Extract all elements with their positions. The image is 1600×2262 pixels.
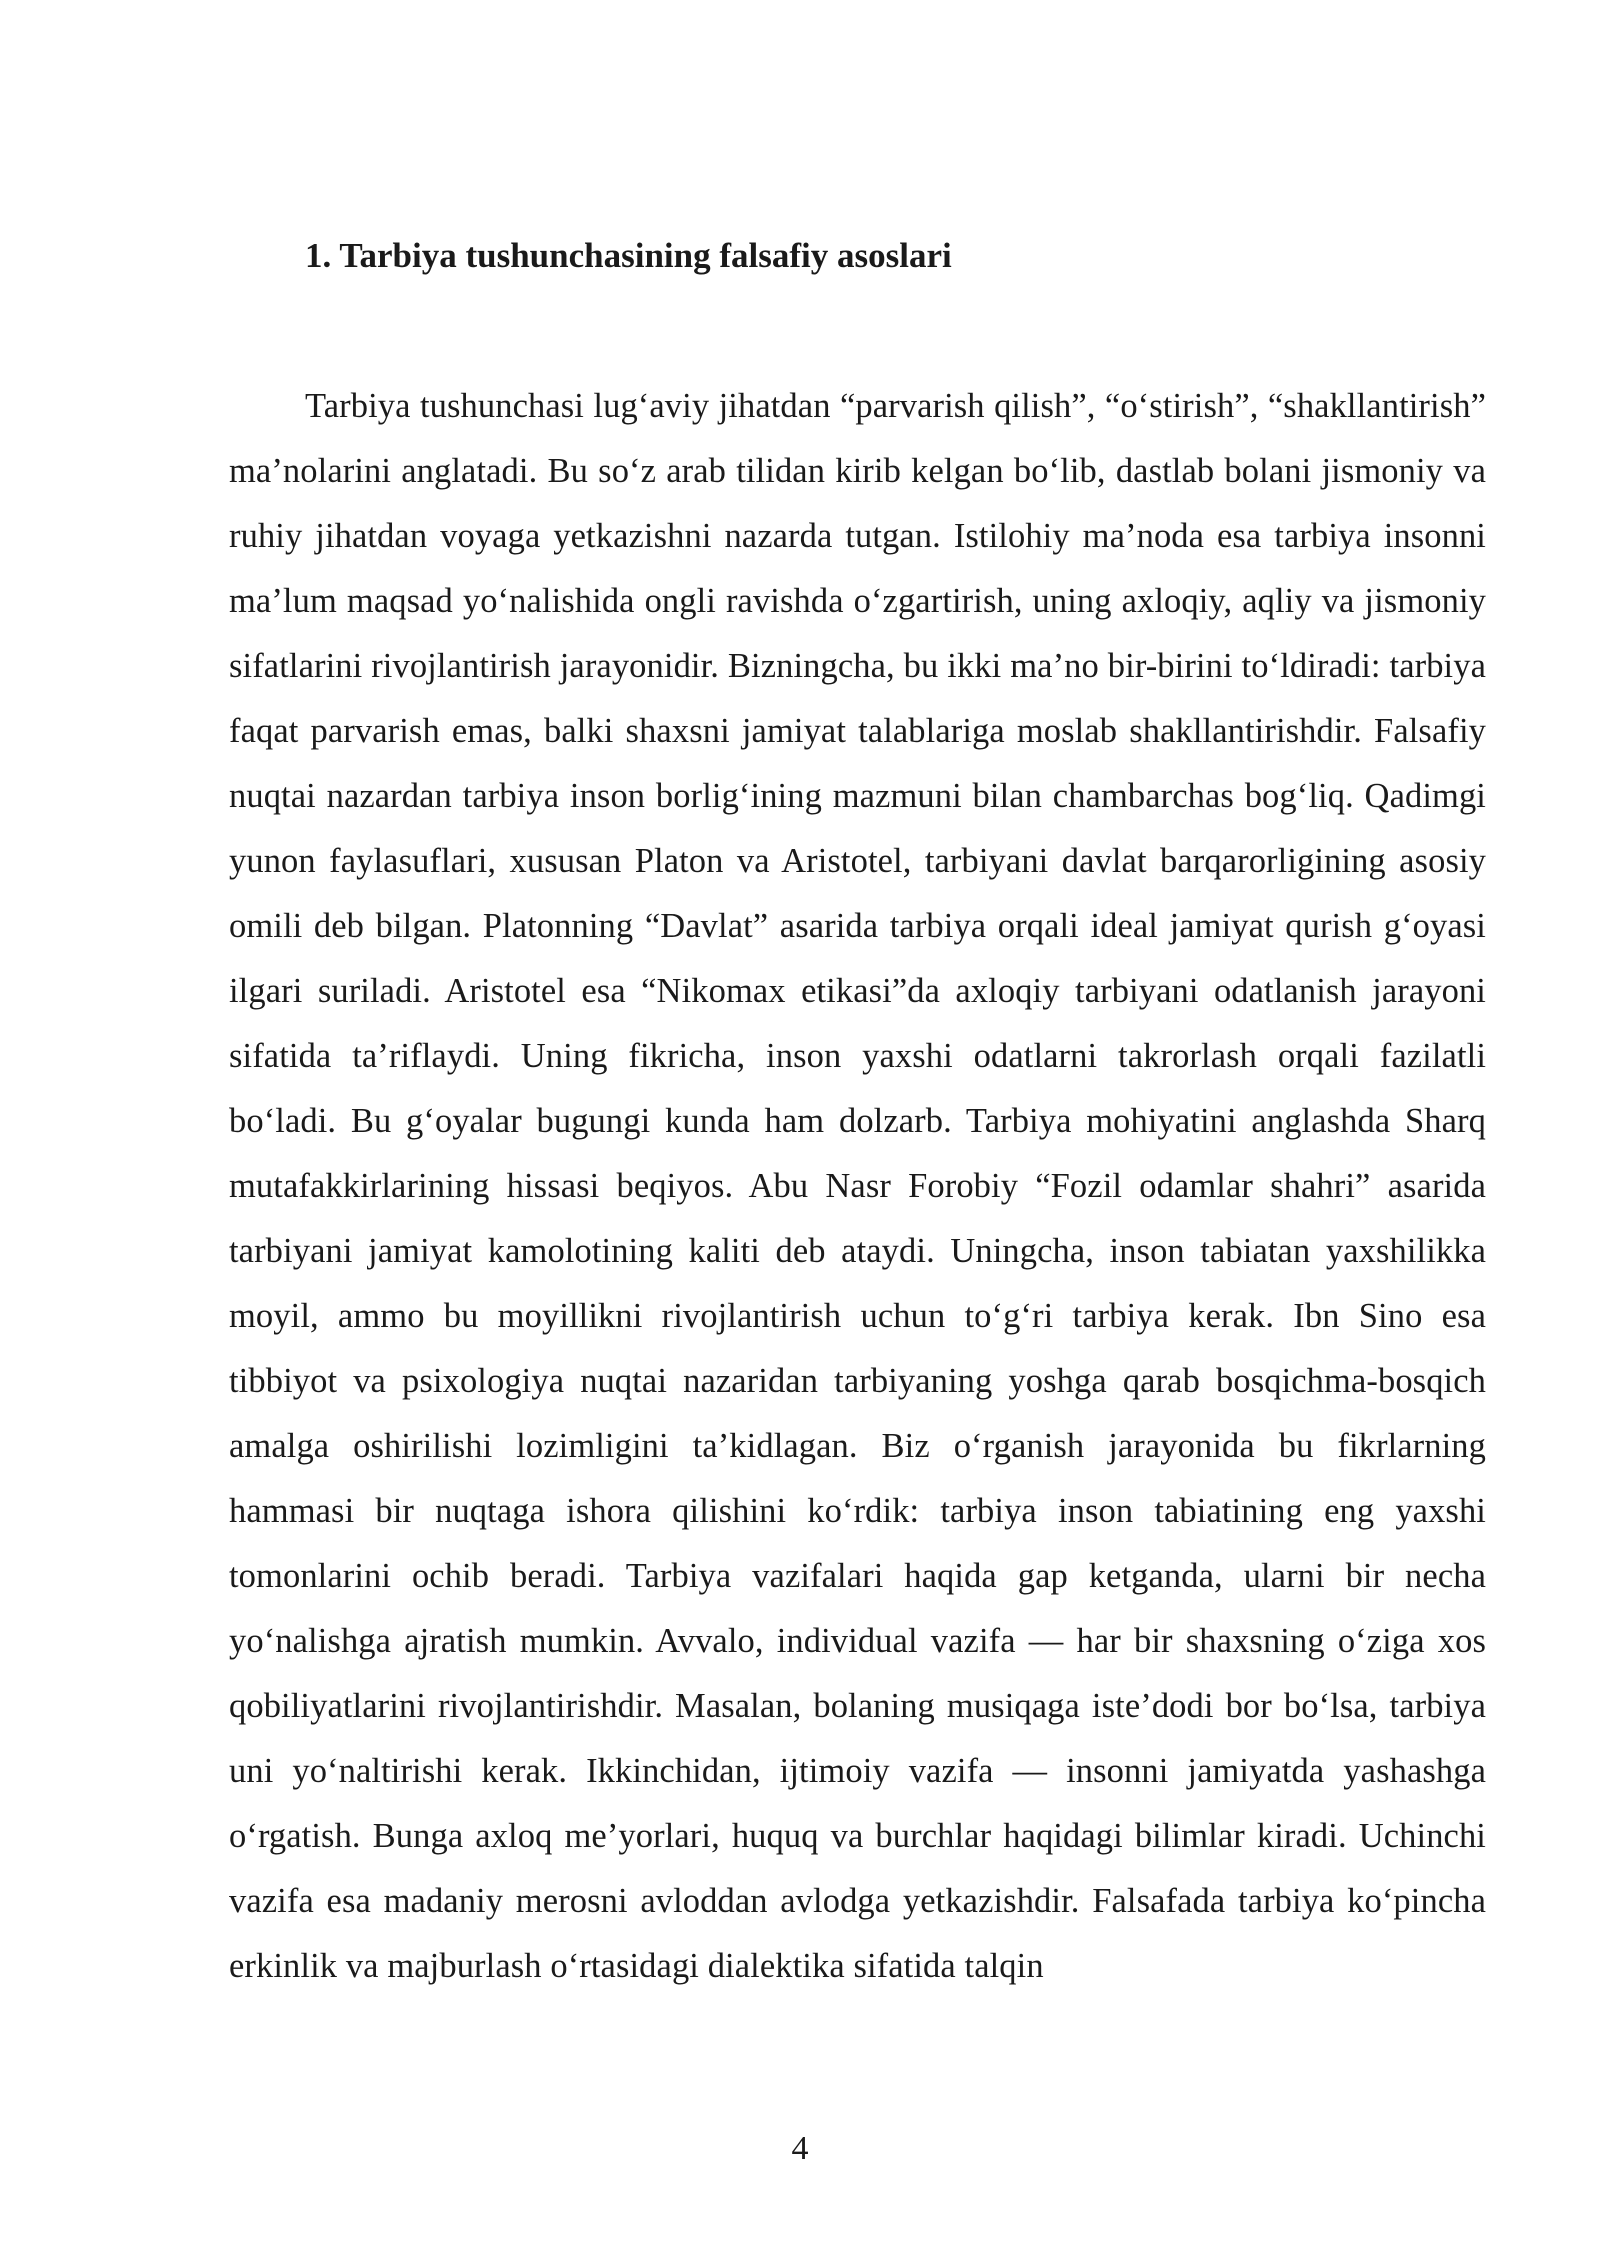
page-number: 4: [791, 2130, 809, 2167]
body-paragraph: Tarbiya tushunchasi lug‘aviy jihatdan “parvarish qilish”, “o‘stirish”, “shakllantirish” ma’nolarini anglatadi. Bu so‘z arab tilidan kirib kelgan bo‘lib, dastlab bolani jismoniy va ruhiy jihatdan voyaga yetkazishni nazarda tutgan. Istilohiy ma’noda esa tarbiya insonni ma’lum maqsad yo‘nalishida ongli ravishda o‘zgartirish, uning axloqiy, aqliy va jismoniy sifatlarini rivojlantirish jarayonidir. Bizningcha, bu ikki ma’no bir-birini to‘ldiradi: tarbiya faqat parvarish emas, balki shaxsni jamiyat talablariga moslab shakllantirishdir. Falsafiy nuqtai nazardan tarbiya inson borlig‘ining mazmuni bilan chambarchas bog‘liq. Qadimgi yunon faylasuflari, xususan Platon va Aristotel, tarbiyani davlat barqarorligining asosiy omili deb bilgan. Platonning “Davlat” asarida tarbiya orqali ideal jamiyat qurish g‘oyasi ilgari suriladi. Aristotel esa “Nikomax etikasi”da axloqiy tarbiyani odatlanish jarayoni sifatida ta’riflaydi. Uning fikricha, inson yaxshi odatlarni takrorlash orqali fazilatli bo‘ladi. Bu g‘oyalar bugungi kunda ham dolzarb. Tarbiya mohiyatini anglashda Sharq mutafakkirlarining hissasi beqiyos. Abu Nasr Forobiy “Fozil odamlar shahri” asarida tarbiyani jamiyat kamolotining kaliti deb ataydi. Uningcha, inson tabiatan yaxshilikka moyil, ammo bu moyillikni rivojlantirish uchun to‘g‘ri tarbiya kerak. Ibn Sino esa tibbiyot va psixologiya nuqtai nazaridan tarbiyaning yoshga qarab bosqichma-bosqich amalga oshirilishi lozimligini ta’kidlagan. Biz o‘rganish jarayonida bu fikrlarning hammasi bir nuqtaga ishora qilishini ko‘rdik: tarbiya inson tabiatining eng yaxshi tomonlarini ochib beradi. Tarbiya vazifalari haqida gap ketganda, ularni bir necha yo‘nalishga ajratish mumkin. Avvalo, individual vazifa — har bir shaxsning o‘ziga xos qobiliyatlarini rivojlantirishdir. Masalan, bolaning musiqaga iste’dodi bor bo‘lsa, tarbiya uni yo‘naltirishi kerak. Ikkinchidan, ijtimoiy vazifa — insonni jamiyatda yashashga o‘rgatish. Bunga axloq me’yorlari, huquq va burchlar haqidagi bilimlar kiradi. Uchinchi vazifa esa madaniy merosni avloddan avlodga yetkazishdir. Falsafada tarbiya ko‘pincha erkinlik va majburlash o‘rtasidagi dialektika sifatida talqin: [229, 387, 1486, 1985]
section-heading: 1. Tarbiya tushunchasining falsafiy asoslari: [305, 236, 952, 275]
